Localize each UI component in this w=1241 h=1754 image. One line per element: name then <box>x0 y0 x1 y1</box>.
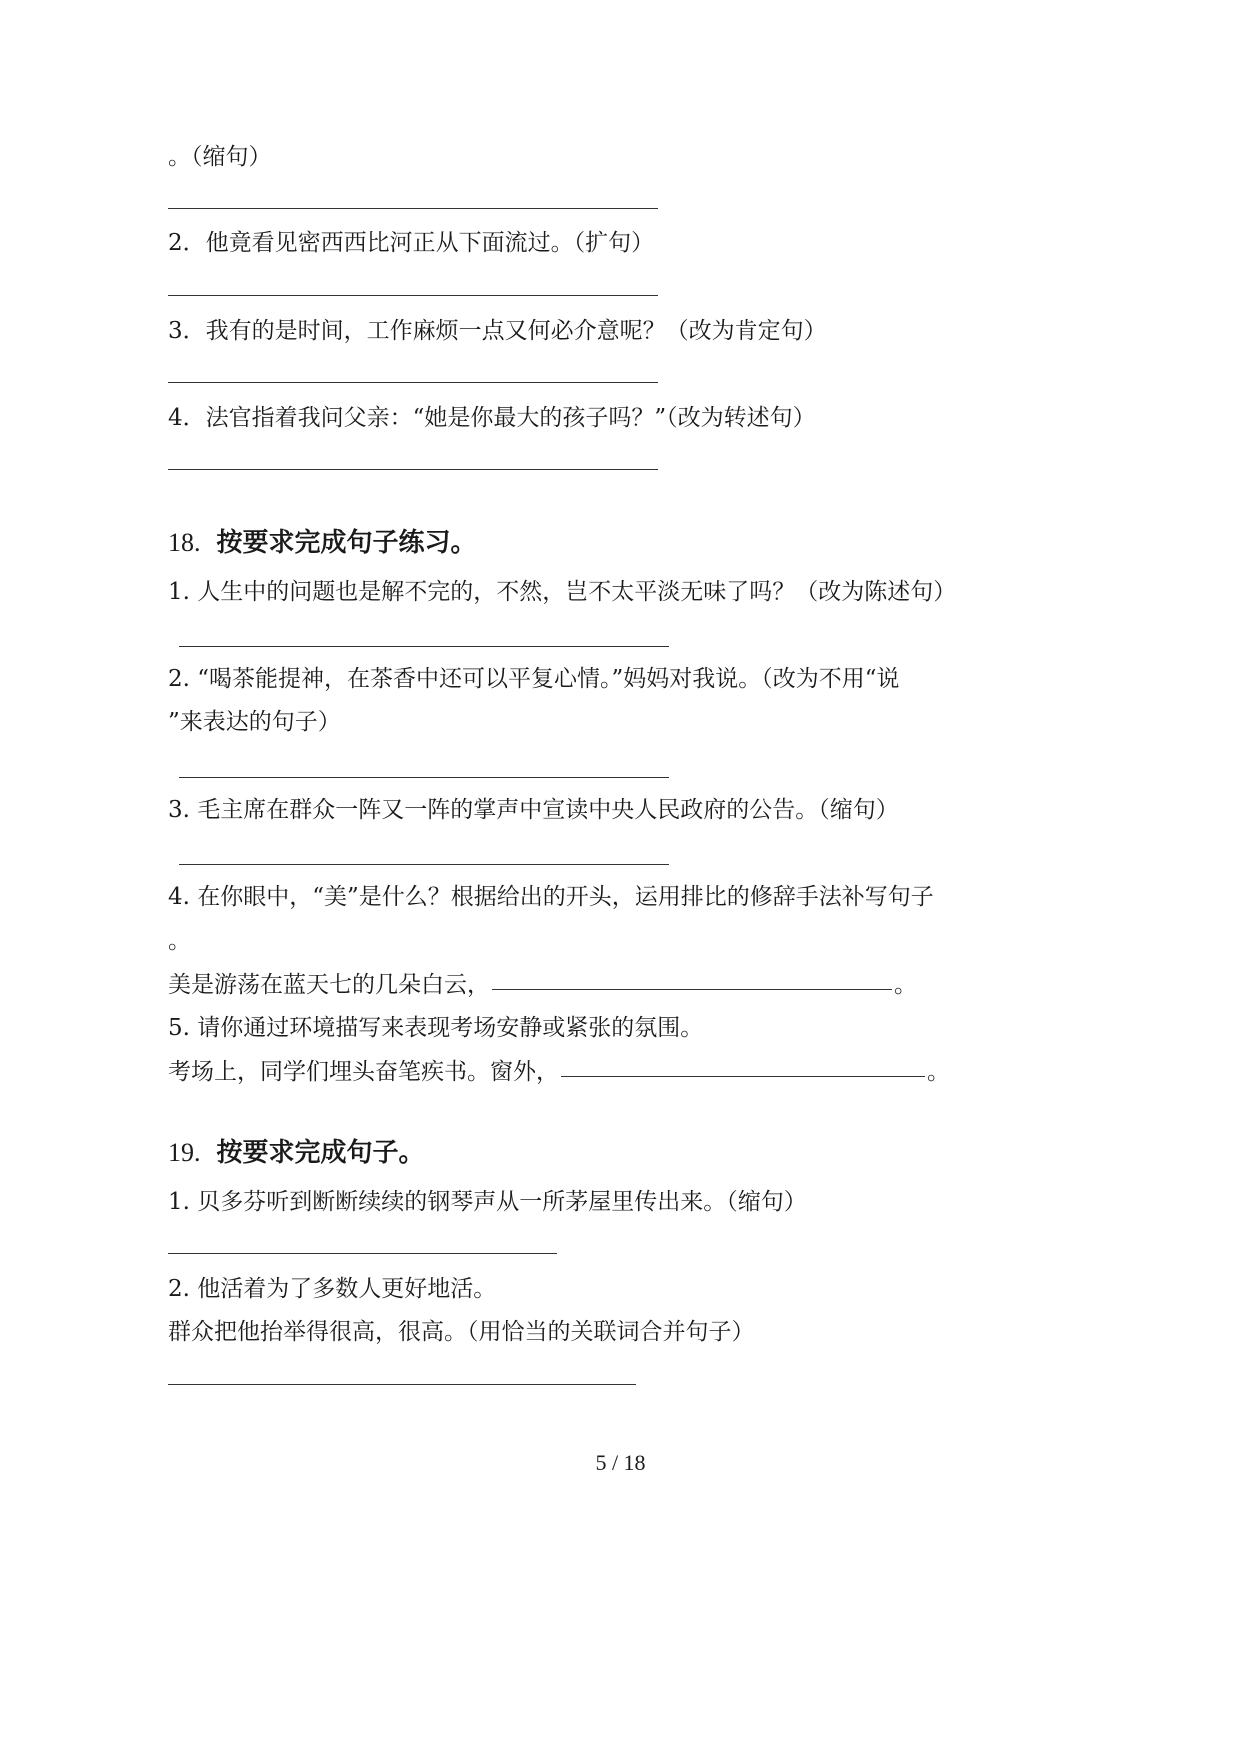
q18-item-4-prompt: 美是游荡在蓝天七的几朵白云， <box>168 972 490 998</box>
q18-item-3: 3. 毛主席在群众一阵又一阵的掌声中宣读中央人民政府的公告。（缩句） <box>168 797 899 823</box>
question-19-number: 19. <box>168 1138 201 1167</box>
q18-item-4-end: 。 <box>894 972 917 998</box>
answer-line-q18-2[interactable] <box>179 777 669 778</box>
answer-line-q17-2[interactable] <box>168 295 658 296</box>
q19-item-2-line-a: 2. 他活着为了多数人更好地活。 <box>168 1276 497 1302</box>
answer-line-q18-3[interactable] <box>179 864 669 865</box>
answer-line-q18-1[interactable] <box>179 646 669 647</box>
page-number: 5 / 18 <box>595 1450 646 1475</box>
question-18-title: 按要求完成句子练习。 <box>216 528 477 558</box>
answer-line-q17-4[interactable] <box>168 469 658 470</box>
answer-line-q19-1[interactable] <box>168 1253 557 1254</box>
answer-line-q19-2[interactable] <box>168 1384 636 1385</box>
q18-item-4-line-b: 。 <box>168 928 191 954</box>
q18-item-5-answer-row <box>168 1057 950 1087</box>
q18-item-5-prompt: 考场上，同学们埋头奋笔疾书。窗外， <box>168 1059 559 1085</box>
question-18-number: 18. <box>168 528 201 557</box>
answer-line-q17-1[interactable] <box>168 208 658 209</box>
q17-item-4: 4．法官指着我问父亲：“她是你最大的孩子吗？”（改为转述句） <box>168 405 816 431</box>
q18-item-4-line-a: 4. 在你眼中，“美”是什么？根据给出的开头，运用排比的修辞手法补写句子 <box>168 884 934 910</box>
q18-item-5-end: 。 <box>927 1059 950 1085</box>
q18-item-2-line-a: 2. “喝茶能提神，在茶香中还可以平复心情。”妈妈对我说。（改为不用“说 <box>168 666 900 692</box>
question-19-title: 按要求完成句子。 <box>216 1138 425 1168</box>
question-19-heading <box>168 1136 425 1170</box>
q17-line-0: 。（缩句） <box>168 144 272 170</box>
q18-item-1: 1. 人生中的问题也是解不完的，不然，岂不太平淡无味了吗？（改为陈述句） <box>168 579 957 605</box>
q18-item-4-answer-row <box>168 970 917 1000</box>
q17-item-3: 3．我有的是时间，工作麻烦一点又何必介意呢？（改为肯定句） <box>168 318 827 344</box>
answer-line-q17-3[interactable] <box>168 382 658 383</box>
q18-item-2-line-b: ”来表达的句子） <box>168 709 341 735</box>
q19-item-2-line-b: 群众把他抬举得很高，很高。（用恰当的关联词合并句子） <box>168 1319 755 1345</box>
answer-line-q18-5[interactable] <box>561 1076 925 1077</box>
q18-item-5: 5. 请你通过环境描写来表现考场安静或紧张的氛围。 <box>168 1015 704 1041</box>
q17-item-2: 2．他竟看见密西西比河正从下面流过。（扩句） <box>168 230 655 256</box>
q19-item-1: 1. 贝多芬听到断断续续的钢琴声从一所茅屋里传出来。（缩句） <box>168 1189 807 1215</box>
answer-line-q18-4[interactable] <box>492 989 892 990</box>
question-18-heading <box>168 526 477 560</box>
